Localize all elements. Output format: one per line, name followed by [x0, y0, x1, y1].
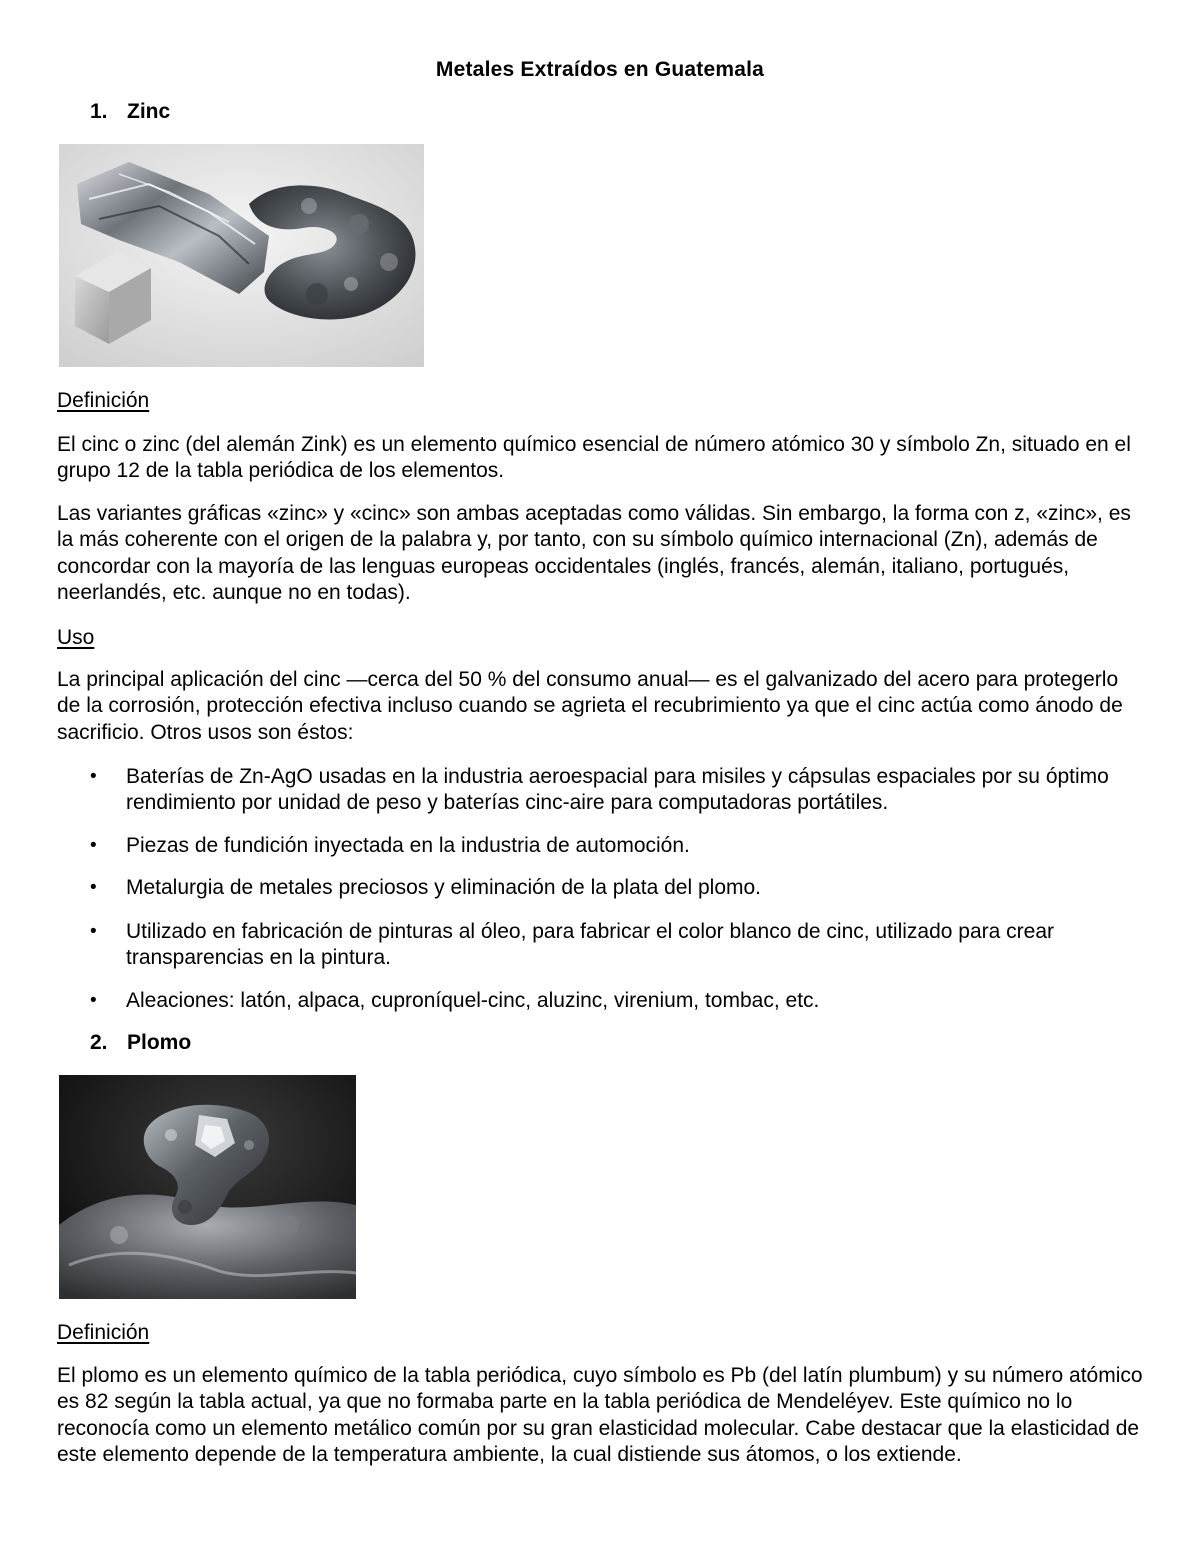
list-item-text: Utilizado en fabricación de pinturas al óleo, para fabricar el color blanco de cinc, utilizado para crear transparencias en la pintura.: [126, 920, 1055, 970]
bullet-glyph: •: [90, 877, 97, 898]
list-item-text: Aleaciones: latón, alpaca, cuproníquel-cinc, aluzinc, virenium, tombac, etc.: [126, 989, 820, 1012]
section-number: 1.: [90, 100, 108, 123]
section-title: Plomo: [127, 1031, 192, 1054]
bullet-glyph: •: [90, 921, 97, 942]
bullet-glyph: •: [90, 990, 97, 1011]
zinc-definition-paragraph-2: Las variantes gráficas «zinc» y «cinc» son ambas aceptadas como válidas. Sin embargo, la forma con z, «zinc», es la más coherente con el origen de la palabra y, por tanto, con su símbolo químico internacional (Zn), además de concordar con la mayoría de las lenguas europeas occidentales (inglés, francés, alemán, italiano, portugués, neerlandés, etc. aunque no en todas).: [57, 502, 1131, 604]
zinc-use-label: Uso: [57, 626, 95, 649]
section-title: Zinc: [127, 100, 171, 123]
plomo-photo: [59, 1075, 356, 1299]
zinc-use-paragraph: La principal aplicación del cinc —cerca del 50 % del consumo anual— es el galvanizado del acero para protegerlo de la corrosión, protección efectiva incluso cuando se agrieta el recubrimiento ya que el cinc actúa como ánodo de sacrificio. Otros usos son éstos:: [57, 668, 1123, 744]
list-item-text: Piezas de fundición inyectada en la industria de automoción.: [126, 834, 690, 857]
zinc-definition-paragraph-1: El cinc o zinc (del alemán Zink) es un elemento químico esencial de número atómico 30 y símbolo Zn, situado en el grupo 12 de la tabla periódica de los elementos.: [57, 433, 1131, 483]
section-heading-plomo: [90, 1031, 191, 1055]
section-heading-zinc: [90, 100, 170, 124]
list-item-text: Baterías de Zn-AgO usadas en la industria aeroespacial para misiles y cápsulas espaciales por su óptimo rendimiento por unidad de peso y baterías cinc-aire para computadoras portátiles.: [126, 765, 1109, 815]
zinc-definition-label: Definición: [57, 389, 150, 412]
zinc-photo: [59, 144, 424, 367]
bullet-glyph: •: [90, 835, 97, 856]
bullet-glyph: •: [90, 766, 97, 787]
plomo-definition-paragraph-1: El plomo es un elemento químico de la tabla periódica, cuyo símbolo es Pb (del latín plumbum) y su número atómico es 82 según la tabla actual, ya que no formaba parte en la tabla periódica de Mendeléyev. Este químico no lo reconocía como un elemento metálico común por su gran elasticidad molecular. Cabe destacar que la elasticidad de este elemento depende de la temperatura ambiente, la cual distiende sus átomos, o los extiende.: [57, 1364, 1143, 1466]
list-item-text: Metalurgia de metales preciosos y eliminación de la plata del plomo.: [126, 876, 762, 899]
document-title: Metales Extraídos en Guatemala: [435, 58, 765, 81]
section-number: 2.: [90, 1031, 108, 1054]
plomo-definition-label: Definición: [57, 1321, 150, 1344]
